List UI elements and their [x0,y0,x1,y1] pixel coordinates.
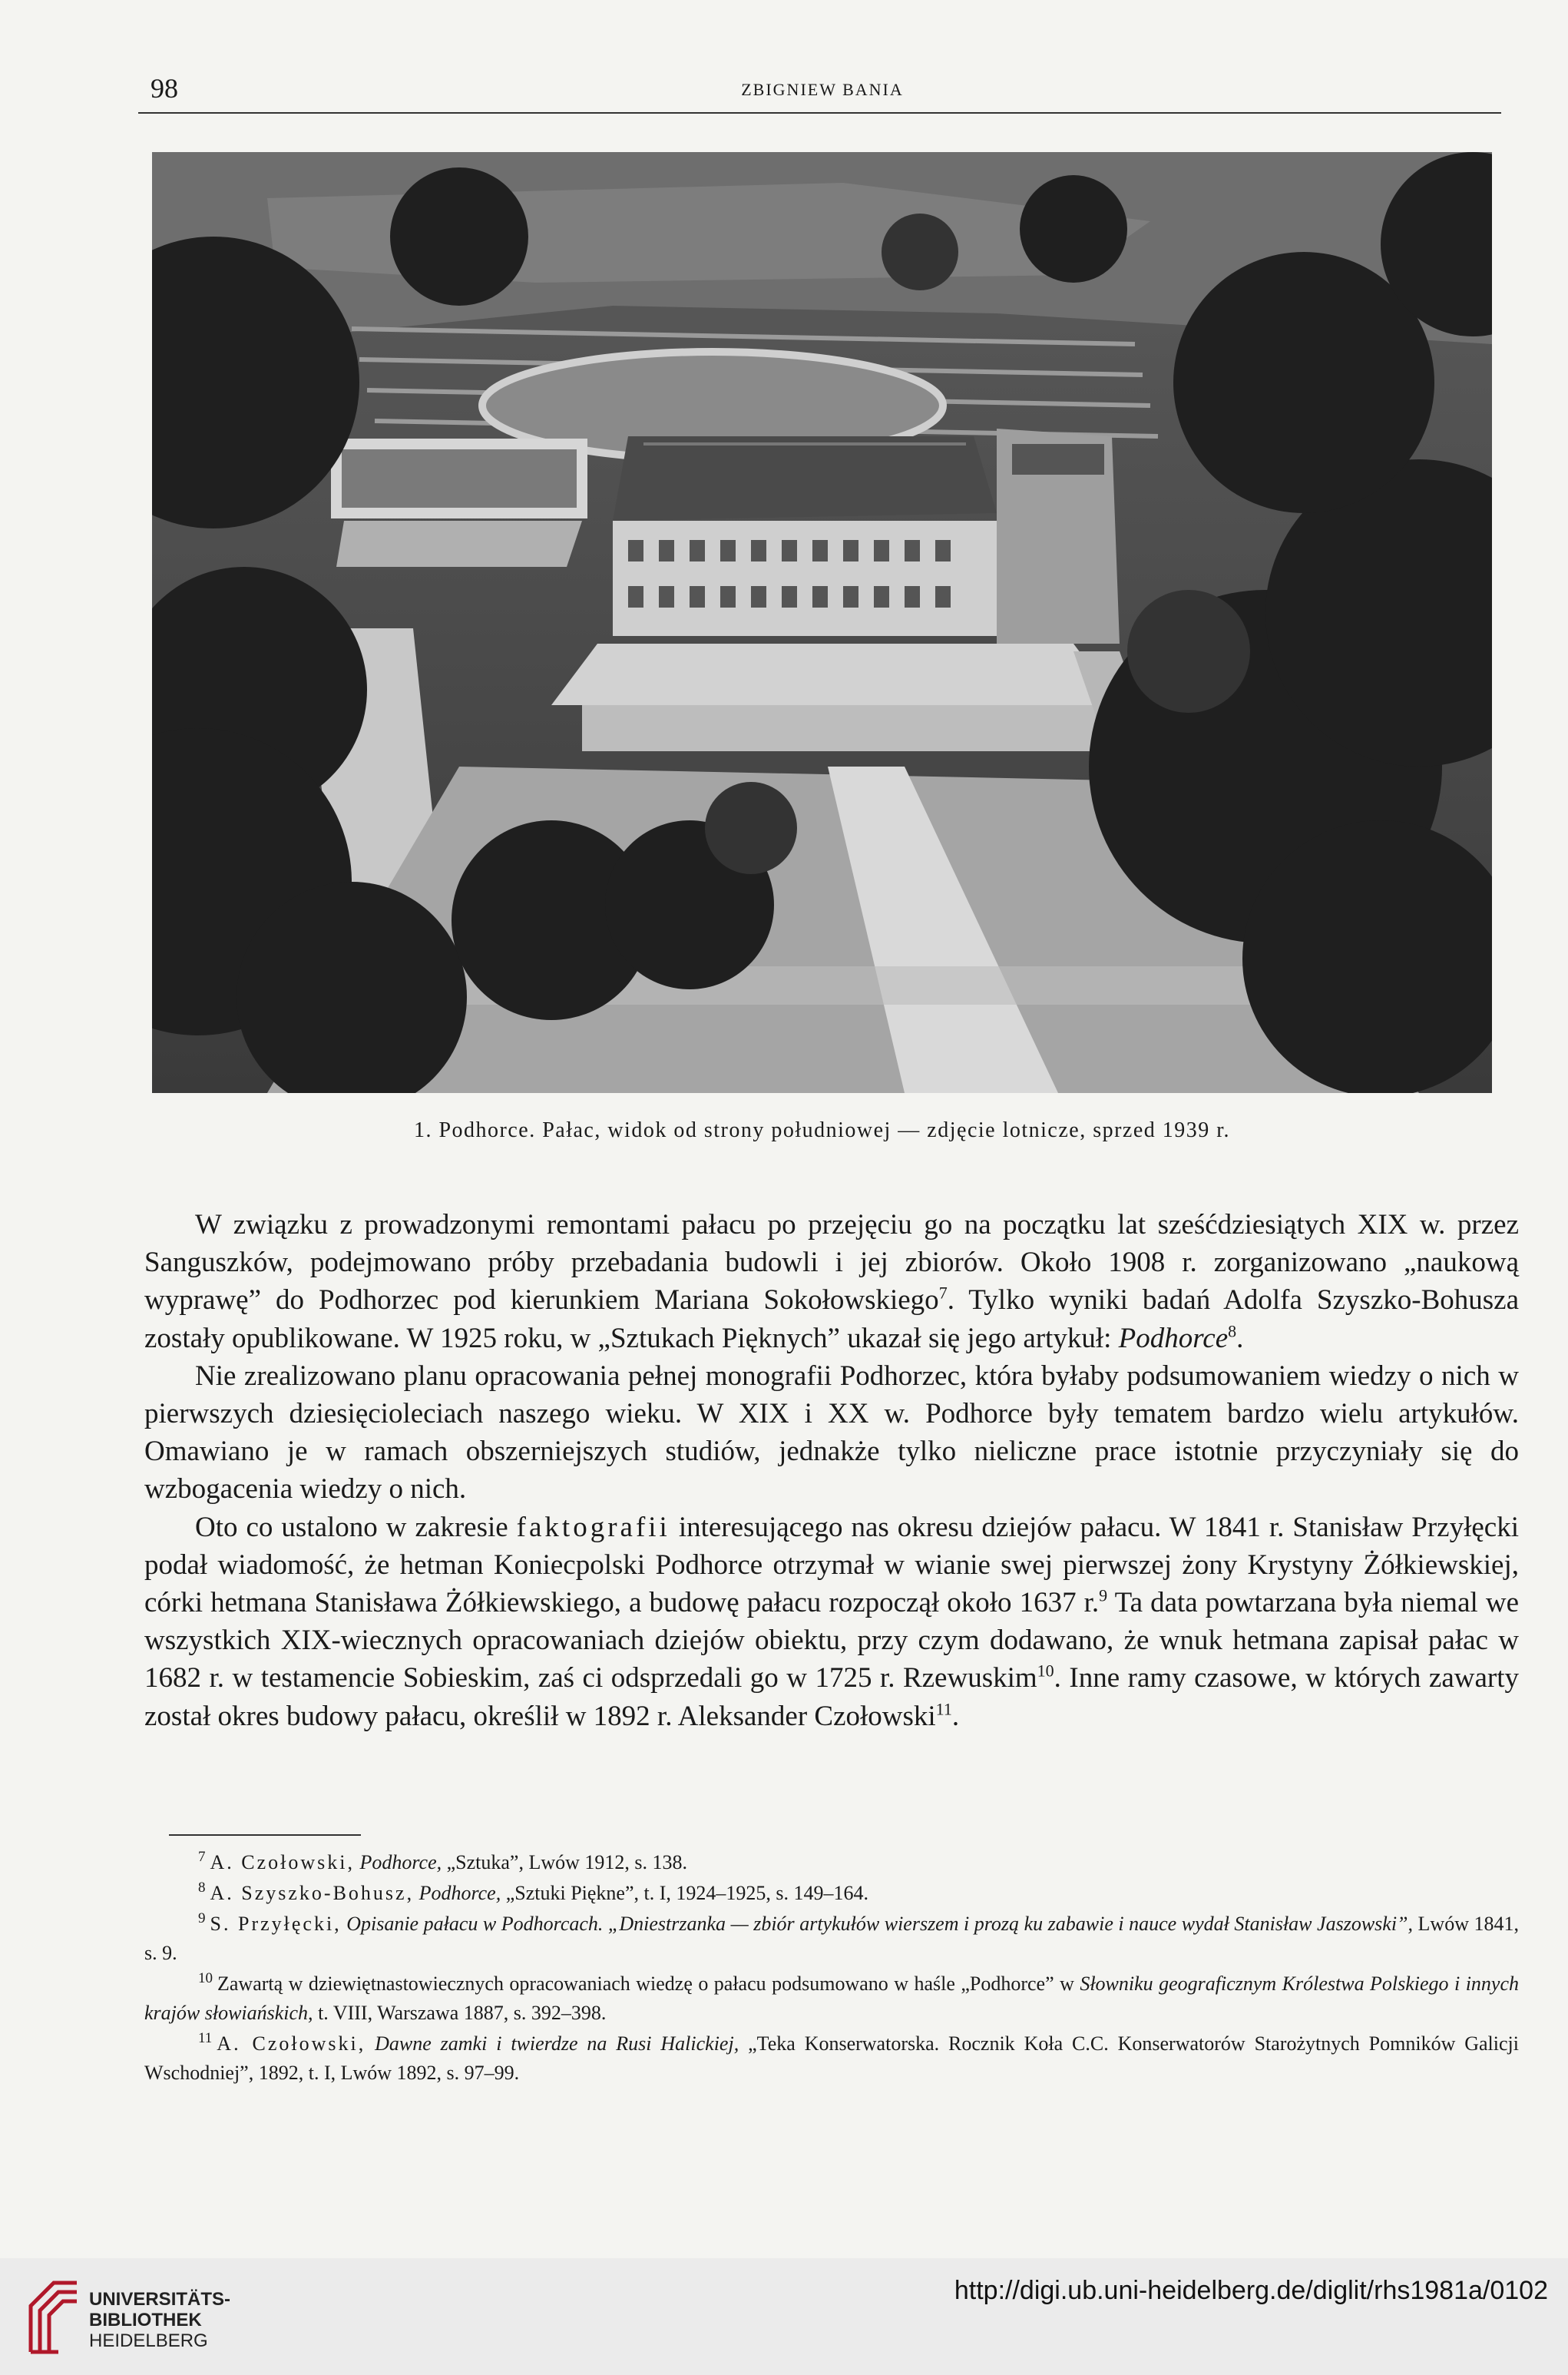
header-rule [138,112,1501,114]
footnote-8: $^8$ A. Szyszko-Bohusz, Podhorce, „Sztuki Piękne”, t. I, 1924–1925, s. 149–164. [198,1880,869,1904]
paragraph-1: W związku z prowadzonymi remontami pałacu po przejęciu go na początku lat sześćdziesiątych XIX w. przez Sanguszków, podejmowano próby przebadania budowli i jej zbiorów. Około 1908 r. zorganizowano „naukową wyprawę” do Podhorzec pod kierunkiem Mariana Sokołowskiego$^7$. Tylko wyniki badań Adolfa Szyszko-Bohusza zostały opublikowane. W 1925 roku, w „Sztukach Pięknych” ukazał się jego artykuł: Podhorce$^8$. [144,1209,1519,1354]
body-text [144,1206,1519,1735]
spaced-term: faktografii [516,1511,670,1543]
footnote-ref-7: 7 [938,1284,948,1303]
footnote-11: $^{11}$ A. Czołowski, Dawne zamki i twierdze na Rusi Halickiej, „Teka Konserwatorska. Rocznik Koła C.C. Konserwatorów Starożytnych Pomników Galicji Wschodniej”, 1892, t. I, Lwów 1892, s. 97–99. [144,2030,1519,2084]
footnote-10: $^{10}$ Zawartą w dziewiętnastowiecznych opracowaniach wiedzę o pałacu podsumowano w haśle „Podhorce” w Słowniku geograficznym Królestwa Polskiego i innych krajów słowiańskich, t. VIII, Warszawa 1887, s. 392–398. [144,1970,1520,2024]
library-logo-icon [23,2275,84,2363]
footnote-7: $^7$ A. Czołowski, Podhorce, „Sztuka”, Lwów 1912, s. 138. [198,1849,688,1873]
aerial-photo [152,152,1492,1093]
footnote-9: $^9$ S. Przyłęcki, Opisanie pałacu w Podhorcach. „Dniestrzanka — zbiór artykułów wierszem i prozą ku zabawie i nauce wydał Stanisław Jaszowski”, Lwów 1841, s. 9. [144,1910,1520,1964]
library-logo-text: UNIVERSITÄTS- BIBLIOTHEK HEIDELBERG [89,2289,231,2351]
paragraph-2: Nie zrealizowano planu opracowania pełnej monografii Podhorzec, która byłaby podsumowaniem wiedzy o nich w pierwszych dziesięcioleciach naszego wieku. W XIX i XX w. Podhorce były tematem bardzo wielu artykułów. Omawiano je w ramach obszerniejszych studiów, jednakże tylko nieliczne prace istotnie przyczyniały się do wzbogacenia wiedzy o nich. [144,1360,1519,1505]
footnotes [144,1848,1519,2089]
paragraph-3: Oto co ustalono w zakresie faktografii interesującego nas okresu dziejów pałacu. W 1841 r. Stanisław Przyłęcki podał wiadomość, że hetman Koniecpolski Podhorce otrzymał w wianie swej pierwszej żony Krystyny Żółkiewskiej, córki hetmana Stanisława Żółkiewskiego, a budowę pałacu rozpoczął około 1637 r.$^9$ Ta data powtarzana była niemal we wszystkich XIX-wiecznych opracowaniach dziejów obiektu, przy czym dodawano, że wnuk hetmana zapisał pałac w 1682 r. w testamencie Sobieskim, zaś ci odsprzedali go w 1725 r. Rzewuskim$^{10}$. Inne ramy czasowe, w których zawarty został okres budowy pałacu, określił w 1892 r. Aleksander Czołowski$^{11}$. [144,1511,1520,1732]
footnote-ref-10: 10 [1037,1661,1054,1681]
article-title: Podhorce [1118,1322,1229,1354]
footnote-ref-11: 11 [935,1699,952,1719]
footnote-rule [169,1834,361,1836]
footnote-ref-9: 9 [1099,1585,1108,1605]
footnote-ref-8: 8 [1228,1321,1237,1341]
source-url[interactable]: http://digi.ub.uni-heidelberg.de/diglit/rhs1981a/0102 [954,2276,1548,2305]
figure-caption: 1. Podhorce. Pałac, widok od strony południowej — zdjęcie lotnicze, sprzed 1939 r. [413,1118,1231,1142]
page-number: 98 [151,73,178,104]
running-head: ZBIGNIEW BANIA [741,80,904,99]
